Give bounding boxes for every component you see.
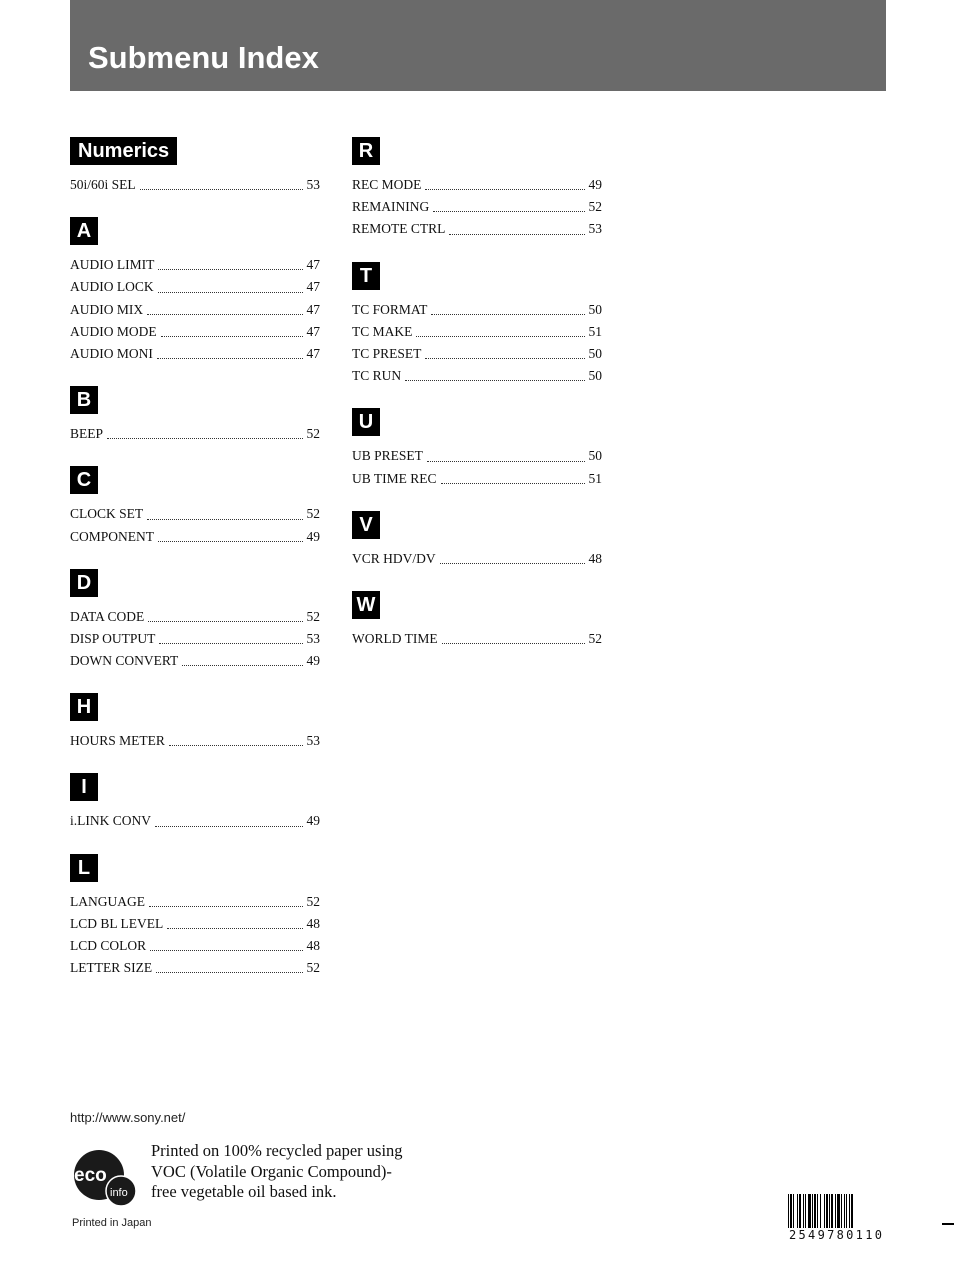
dot-leader [155,804,303,827]
section-letter-heading: I [70,773,98,801]
entry-page-number: 53 [306,630,320,646]
entry-label: WORLD TIME [352,630,438,646]
barcode-bar [799,1194,801,1228]
dot-leader [425,167,584,190]
barcode-bar [788,1194,789,1228]
entry-page-number: 47 [306,257,320,273]
entry-label: AUDIO MONI [70,345,153,361]
barcode-bar [849,1194,850,1228]
section-letter-heading: T [352,262,380,290]
section-letter-heading: C [70,466,98,494]
entry-label: i.LINK CONV [70,813,151,829]
barcode-bar [793,1194,794,1228]
eco-logo-subtext: info [110,1187,128,1199]
index-column-left [70,137,320,979]
barcode-bar [831,1194,833,1228]
barcode-bar [841,1194,842,1228]
entry-label: LETTER SIZE [70,960,153,976]
eco-line: VOC (Volatile Organic Compound)- [151,1161,392,1181]
entry-page-number: 47 [306,301,320,317]
eco-statement [151,1141,451,1203]
entry-label: LCD BL LEVEL [70,915,164,931]
entry-page-number: 47 [306,323,320,339]
dot-leader [169,723,303,746]
index-entry [70,650,320,672]
dot-leader [159,621,302,644]
dot-leader [161,314,303,337]
barcode-bar [824,1194,825,1228]
index-section [70,386,320,466]
section-letter-heading: R [352,137,380,165]
section-letter-heading: H [70,693,98,721]
entry-page-number: 53 [588,221,602,237]
index-entry [70,526,320,548]
dot-leader [158,519,302,542]
index-entry [352,548,602,570]
barcode-bar [797,1194,798,1228]
dot-leader [148,599,302,622]
entry-page-number: 48 [306,915,320,931]
entry-label: COMPONENT [70,528,155,544]
entry-page-number: 50 [588,448,602,464]
barcode-bar [803,1194,804,1228]
entry-label: DISP OUTPUT [70,630,156,646]
dot-leader [158,247,302,270]
page-title: Submenu Index [88,40,319,75]
section-letter-heading: Numerics [70,137,177,165]
entry-label: AUDIO LOCK [70,279,154,295]
entry-page-number: 52 [306,608,320,624]
barcode-bar [805,1194,806,1228]
entry-page-number: 52 [306,506,320,522]
barcode-bar [790,1194,792,1228]
dot-leader [405,358,584,381]
dot-leader [149,884,303,907]
section-letter-heading: L [70,854,98,882]
section-letter-heading: B [70,386,98,414]
entry-label: TC MAKE [352,323,413,339]
entry-label: AUDIO LIMIT [70,257,155,273]
entry-label: TC FORMAT [352,301,428,317]
barcode-bar [808,1194,811,1228]
dot-leader [416,314,584,337]
section-letter-heading: U [352,408,380,436]
entry-label: UB PRESET [352,448,423,464]
index-section [352,137,602,262]
entry-label: DOWN CONVERT [70,653,179,669]
dot-leader [140,167,303,190]
barcode-bar [820,1194,821,1228]
entry-page-number: 48 [306,938,320,953]
index-entry [70,174,320,196]
dot-leader [431,292,584,315]
entry-page-number: 53 [306,177,320,192]
dot-leader [427,439,585,462]
section-letter-heading: D [70,569,98,597]
index-entry [70,423,320,445]
eco-info-logo [71,1150,137,1208]
eco-line: Printed on 100% recycled paper using [151,1141,403,1160]
barcode-number: 2549780110 [789,1228,885,1242]
entry-label: REMOTE CTRL [352,221,446,237]
dot-leader [167,906,302,929]
entry-page-number: 53 [306,733,320,749]
entry-label: TC RUN [352,368,402,384]
index-section [352,408,602,510]
barcode-bar [817,1194,818,1228]
index-entry [70,810,320,832]
entry-page-number: 50 [588,368,602,384]
dot-leader [157,336,303,359]
barcode-bar [837,1194,840,1228]
index-entry [352,218,602,240]
entry-page-number: 49 [588,177,602,192]
barcode-bar [826,1194,828,1228]
index-section [70,693,320,773]
dot-leader [433,189,584,212]
entry-label: BEEP [70,426,104,442]
dot-leader [442,621,585,644]
entry-label: AUDIO MIX [70,301,144,317]
entry-label: 50i/60i SEL [70,177,136,192]
entry-page-number: 52 [588,630,602,646]
index-section [70,466,320,568]
website-url: http://www.sony.net/ [70,1110,186,1125]
barcode-bar [844,1194,845,1228]
dot-leader [449,212,584,235]
dot-leader [107,416,302,439]
entry-label: CLOCK SET [70,506,144,522]
entry-label: AUDIO MODE [70,323,157,339]
dot-leader [147,292,302,315]
entry-page-number: 50 [588,301,602,317]
index-section [70,137,320,217]
entry-label: REMAINING [352,199,430,215]
index-entry [352,365,602,387]
dot-leader [156,950,302,973]
entry-page-number: 50 [588,345,602,361]
index-section [70,217,320,386]
section-letter-heading: V [352,511,380,539]
index-section [70,569,320,694]
barcode [788,1194,894,1228]
entry-page-number: 47 [306,345,320,361]
entry-label: HOURS METER [70,733,165,749]
index-section [352,591,602,650]
barcode-bar [851,1194,853,1228]
entry-label: REC MODE [352,177,422,192]
index-entry [352,628,602,650]
dot-leader [440,541,585,564]
entry-page-number: 52 [306,893,320,909]
entry-page-number: 51 [588,470,602,486]
index-entry [70,730,320,752]
dot-leader [158,270,303,293]
entry-page-number: 52 [306,426,320,442]
index-section [352,511,602,591]
index-section [70,773,320,853]
entry-page-number: 49 [306,653,320,669]
trim-mark [942,1223,954,1225]
barcode-bar [846,1194,847,1228]
section-letter-heading: W [352,591,380,619]
barcode-bar [814,1194,816,1228]
entry-label: VCR HDV/DV [352,550,436,566]
page-header [70,0,886,91]
dot-leader [150,928,302,951]
entry-page-number: 49 [306,813,320,829]
entry-page-number: 48 [588,550,602,566]
dot-leader [182,643,302,666]
dot-leader [147,497,302,520]
entry-label: UB TIME REC [352,470,437,486]
index-section [70,854,320,980]
barcode-bar [812,1194,813,1228]
section-letter-heading: A [70,217,98,245]
entry-page-number: 52 [588,199,602,215]
eco-line: free vegetable oil based ink. [151,1182,337,1201]
dot-leader [425,336,584,359]
index-column-right [352,137,602,650]
entry-page-number: 52 [306,960,320,976]
entry-label: LCD COLOR [70,938,147,953]
index-section [352,262,602,409]
entry-label: DATA CODE [70,608,145,624]
index-entry [352,468,602,490]
entry-label: TC PRESET [352,345,422,361]
index-entry [70,343,320,365]
dot-leader [441,461,585,484]
entry-page-number: 51 [588,323,602,339]
eco-logo-text: eco [74,1165,107,1186]
entry-page-number: 47 [306,279,320,295]
barcode-bar [835,1194,836,1228]
entry-label: LANGUAGE [70,893,145,909]
printed-in-label: Printed in Japan [72,1217,152,1229]
index-entry [70,957,320,979]
barcode-bar [829,1194,830,1228]
entry-page-number: 49 [306,528,320,544]
